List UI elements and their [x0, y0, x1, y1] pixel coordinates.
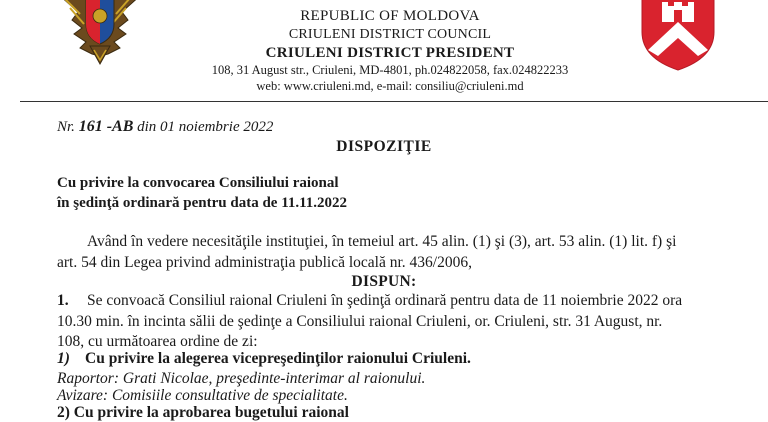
- nr-value: 161 -AB: [78, 118, 134, 135]
- item-1-text: Se convoacă Consiliul raional Criuleni în şedinţă ordinară pentru data de 11 noiembrie 2022 ora: [87, 292, 683, 309]
- header-president: CRIULENI DISTRICT PRESIDENT: [265, 45, 515, 61]
- criuleni-coat-of-arms-icon: [636, 0, 720, 72]
- item-1-line-3: 108, cu următoarea ordine de zi:: [57, 333, 258, 350]
- avizare-line: Avizare: Comisiile consultative de specialitate.: [57, 387, 348, 404]
- agenda-item-1: [57, 350, 471, 368]
- agenda-item-2-partial: 2) Cu privire la aprobarea bugetului raional: [57, 404, 349, 421]
- item-1-line-1: [57, 292, 682, 310]
- decision-date: din 01 noiembrie 2022: [137, 119, 274, 135]
- header-council: CRIULENI DISTRICT COUNCIL: [288, 27, 492, 42]
- agenda-item-1-text: Cu privire la alegerea vicepreşedinţilor raionului Criuleni.: [85, 350, 471, 367]
- dispun-heading: DISPUN:: [351, 273, 417, 290]
- raportor-line: Raportor: Grati Nicolae, preşedinte-interimar al raionului.: [57, 370, 426, 387]
- header-country: REPUBLIC OF MOLDOVA: [300, 8, 480, 24]
- subject-line-2: în şedinţă ordinară pentru data de 11.11.2022: [57, 195, 348, 211]
- item-1-line-2: 10.30 min. în incinta sălii de şedinţe a Consiliului raional Criuleni, or. Criuleni, str. 31 August, nr.: [57, 313, 663, 330]
- decision-number: [57, 118, 273, 136]
- agenda-item-1-number: 1): [57, 350, 70, 367]
- item-1-number: 1.: [57, 292, 69, 309]
- paragraph-1-line-2: art. 54 din Legea privind administraţia publică locală nr. 436/2006,: [57, 254, 472, 271]
- nr-prefix: Nr.: [57, 119, 75, 135]
- header-divider: [20, 101, 768, 102]
- subject-line-1: Cu privire la convocarea Consiliului raional: [57, 175, 339, 191]
- header-web: web: www.criuleni.md, e-mail: consiliu@criuleni.md: [256, 79, 524, 93]
- paragraph-1-line-1: Având în vedere necesităţile instituţiei, în temeiul art. 45 alin. (1) şi (3), art. 53 alin. (1) lit. f) şi: [87, 233, 677, 250]
- document-title: DISPOZIŢIE: [336, 138, 432, 155]
- moldova-coat-of-arms-icon: [50, 0, 150, 66]
- header-address: 108, 31 August str., Criuleni, MD-4801, ph.024822058, fax.024822233: [211, 63, 569, 77]
